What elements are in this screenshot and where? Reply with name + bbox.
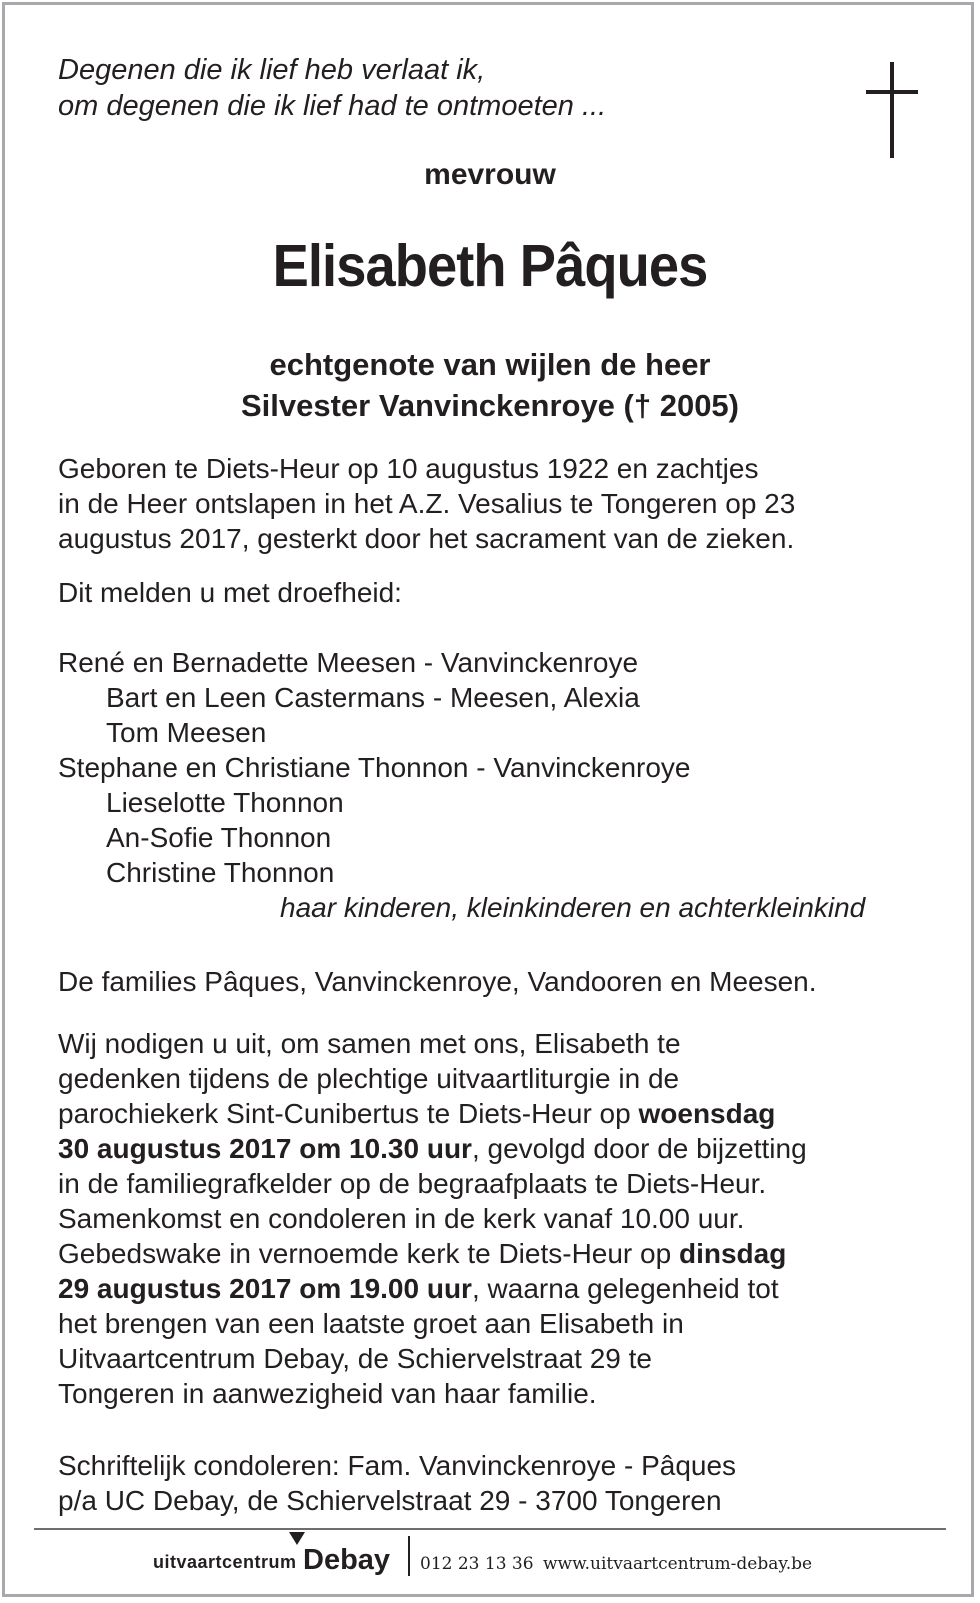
text-line: Samenkomst en condoleren in de kerk vanaf 10.00 uur. [58, 1203, 745, 1234]
birth-death-info [58, 451, 795, 556]
funeral-day: woensdag [638, 1098, 776, 1129]
family-member: Bart en Leen Castermans - Meesen, Alexia [106, 682, 640, 713]
text-line: parochiekerk Sint-Cunibertus te Diets-Heur op woensdag [58, 1098, 776, 1129]
text-line: Wij nodigen u uit, om samen met ons, Elisabeth te [58, 1028, 681, 1059]
vigil-datetime: 29 augustus 2017 om 19.00 uur [58, 1273, 472, 1304]
text-line: augustus 2017, gesterkt door het sacrament van de zieken. [58, 523, 795, 554]
text-line: Gebedswake in vernoemde kerk te Diets-Heur op dinsdag [58, 1238, 787, 1269]
spouse-line: echtgenote van wijlen de heer [269, 347, 711, 382]
family-list [58, 645, 865, 925]
text-line: Schriftelijk condoleren: Fam. Vanvinckenroye - Pâques [58, 1450, 737, 1481]
spouse-line: Silvester Vanvinckenroye († 2005) [240, 388, 739, 423]
text-line: in de familiegrafkelder op de begraafplaats te Diets-Heur. [58, 1168, 767, 1199]
footer-separator [408, 1536, 410, 1576]
family-member: Stephane en Christiane Thonnon - Vanvinckenroye [58, 752, 691, 783]
text-line: p/a UC Debay, de Schiervelstraat 29 - 3700 Tongeren [58, 1485, 722, 1516]
deceased-name: Elisabeth Pâques [272, 233, 708, 299]
family-member: René en Bernadette Meesen - Vanvinckenroye [58, 647, 639, 678]
announcement: Dit melden u met droefheid: [58, 577, 402, 608]
text-line: 30 augustus 2017 om 10.30 uur, gevolgd door de bijzetting [58, 1133, 807, 1164]
vigil-day: dinsdag [678, 1238, 787, 1269]
footer-divider [34, 1528, 946, 1530]
family-member: An-Sofie Thonnon [106, 822, 332, 853]
family-member: Lieselotte Thonnon [106, 787, 344, 818]
text-line: Tongeren in aanwezigheid van haar familie. [58, 1378, 597, 1409]
written-condolences [58, 1448, 736, 1518]
text-line: Uitvaartcentrum Debay, de Schiervelstraat 29 te [58, 1343, 652, 1374]
cross-icon [862, 62, 922, 160]
text-line: gedenken tijdens de plechtige uitvaartliturgie in de [58, 1063, 680, 1094]
text-line: 29 augustus 2017 om 19.00 uur, waarna gelegenheid tot [58, 1273, 779, 1304]
motto [58, 52, 606, 124]
family-member: Christine Thonnon [106, 857, 335, 888]
service-info [58, 1026, 807, 1411]
phone-number: 012 23 13 36 [420, 1554, 534, 1574]
website-link[interactable]: www.uitvaartcentrum-debay.be [543, 1554, 813, 1574]
text-line: het brengen van een laatste groet aan Elisabeth in [58, 1308, 684, 1339]
families-line: De families Pâques, Vanvinckenroye, Vandooren en Meesen. [58, 966, 817, 997]
family-member: Tom Meesen [106, 717, 267, 748]
text-line: Geboren te Diets-Heur op 10 augustus 1922 en zachtjes [58, 453, 759, 484]
motto-line: Degenen die ik lief heb verlaat ik, [58, 54, 486, 86]
family-role: haar kinderen, kleinkinderen en achterkleinkind [280, 892, 866, 923]
funeral-datetime: 30 augustus 2017 om 10.30 uur [58, 1133, 472, 1164]
spouse-info [0, 344, 980, 426]
brand-name: Debay [303, 1544, 391, 1576]
motto-line: om degenen die ik lief had te ontmoeten ... [58, 90, 607, 122]
brand-small: uitvaartcentrum [153, 1552, 297, 1572]
title: mevrouw [424, 158, 556, 191]
text-line: in de Heer ontslapen in het A.Z. Vesalius te Tongeren op 23 [58, 488, 796, 519]
